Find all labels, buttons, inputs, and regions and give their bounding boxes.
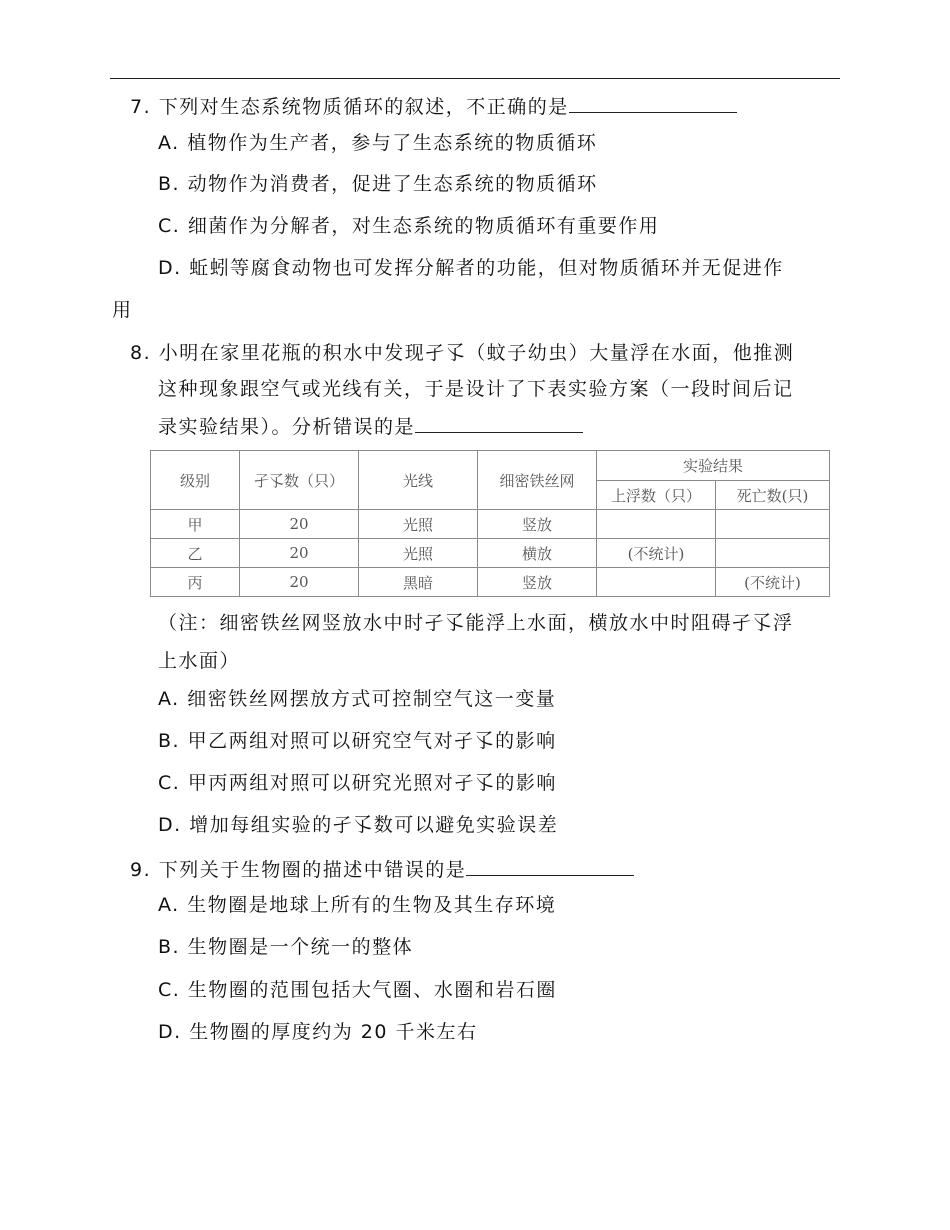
option-label: A. bbox=[158, 688, 180, 710]
q7-stem bbox=[130, 92, 737, 120]
table-cell bbox=[716, 510, 830, 539]
q8-stem-line-2: 这种现象跟空气或光线有关，于是设计了下表实验方案（一段时间后记 bbox=[158, 378, 794, 400]
option-label: D. bbox=[158, 814, 182, 836]
table-cell: 黑暗 bbox=[359, 568, 478, 597]
table-row bbox=[151, 510, 830, 539]
option-label: D. bbox=[158, 1021, 182, 1043]
option-text: 动物作为消费者，促进了生态系统的物质循环 bbox=[187, 173, 598, 195]
option-text: 生物圈的范围包括大气圈、水圈和岩石圈 bbox=[187, 979, 557, 1001]
option-text: 甲丙两组对照可以研究光照对孑孓的影响 bbox=[187, 772, 557, 794]
q8-number: 8. bbox=[130, 342, 152, 364]
table-cell: (不统计) bbox=[716, 568, 830, 597]
table-header-results: 实验结果 bbox=[597, 451, 830, 481]
table-cell bbox=[716, 539, 830, 568]
q8-note-line-1: （注：细密铁丝网竖放水中时孑孓能浮上水面，横放水中时阻碍孑孓浮 bbox=[158, 612, 794, 634]
option-label: B. bbox=[158, 173, 181, 195]
q7-option-a[interactable] bbox=[158, 130, 597, 156]
header-rule bbox=[110, 78, 840, 79]
table-subheader-dead: 死亡数(只) bbox=[716, 481, 830, 510]
option-label: B. bbox=[158, 936, 181, 958]
q8-option-b[interactable] bbox=[158, 728, 557, 754]
table-cell: 光照 bbox=[359, 510, 478, 539]
table-cell: 光照 bbox=[359, 539, 478, 568]
q7-option-d-wrap: 用 bbox=[112, 299, 133, 321]
table-header-light: 光线 bbox=[359, 451, 478, 510]
q7-option-b[interactable] bbox=[158, 171, 598, 197]
option-label: B. bbox=[158, 730, 181, 752]
table-header-mesh: 细密铁丝网 bbox=[478, 451, 597, 510]
table-row bbox=[151, 539, 830, 568]
q9-stem-text: 下列关于生物圈的描述中错误的是 bbox=[158, 859, 467, 881]
q8-option-d[interactable] bbox=[158, 812, 558, 838]
option-text: 植物作为生产者，参与了生态系统的物质循环 bbox=[187, 132, 598, 154]
table-cell: 20 bbox=[240, 568, 359, 597]
table-header-group: 级别 bbox=[151, 451, 240, 510]
option-label: D. bbox=[158, 257, 182, 279]
table-cell: 20 bbox=[240, 510, 359, 539]
option-text: 生物圈是地球上所有的生物及其生存环境 bbox=[187, 894, 557, 916]
table-cell: 甲 bbox=[151, 510, 240, 539]
q9-option-d[interactable] bbox=[158, 1019, 477, 1045]
q9-number: 9. bbox=[130, 859, 152, 881]
option-text: 生物圈的厚度约为 20 千米左右 bbox=[189, 1021, 478, 1043]
table-cell: 横放 bbox=[478, 539, 597, 568]
q8-option-c[interactable] bbox=[158, 770, 557, 796]
q9-option-a[interactable] bbox=[158, 892, 556, 918]
option-text: 蚯蚓等腐食动物也可发挥分解者的功能，但对物质循环并无促进作 bbox=[189, 257, 784, 279]
table-cell: (不统计) bbox=[597, 539, 716, 568]
option-text: 生物圈是一个统一的整体 bbox=[187, 936, 414, 958]
q9-stem bbox=[130, 855, 634, 883]
q8-stem-text: 小明在家里花瓶的积水中发现孑孓（蚊子幼虫）大量浮在水面，他推测 bbox=[158, 342, 795, 364]
table-cell: 竖放 bbox=[478, 568, 597, 597]
q7-stem-text: 下列对生态系统物质循环的叙述，不正确的是 bbox=[158, 96, 569, 118]
table-cell bbox=[597, 568, 716, 597]
q8-answer-blank[interactable] bbox=[415, 412, 583, 433]
q9-answer-blank[interactable] bbox=[466, 855, 634, 876]
option-text: 增加每组实验的孑孓数可以避免实验误差 bbox=[189, 814, 559, 836]
option-text: 细菌作为分解者，对生态系统的物质循环有重要作用 bbox=[187, 215, 660, 237]
q7-answer-blank[interactable] bbox=[569, 92, 737, 113]
option-label: C. bbox=[158, 772, 181, 794]
table-cell bbox=[597, 510, 716, 539]
table-cell: 竖放 bbox=[478, 510, 597, 539]
option-text: 细密铁丝网摆放方式可控制空气这一变量 bbox=[187, 688, 557, 710]
q8-stem-text: 录实验结果）。分析错误的是 bbox=[158, 416, 416, 438]
table-cell: 20 bbox=[240, 539, 359, 568]
q8-stem-line-1 bbox=[130, 340, 794, 366]
table-header-count: 孑孓数（只） bbox=[240, 451, 359, 510]
option-label: A. bbox=[158, 894, 180, 916]
q7-number: 7. bbox=[130, 96, 152, 118]
q9-option-b[interactable] bbox=[158, 934, 413, 960]
experiment-table bbox=[150, 450, 830, 597]
option-label: C. bbox=[158, 979, 181, 1001]
q7-option-d[interactable] bbox=[158, 255, 784, 281]
table-subheader-float: 上浮数（只） bbox=[597, 481, 716, 510]
table-cell: 丙 bbox=[151, 568, 240, 597]
q8-note-line-2: 上水面） bbox=[158, 650, 241, 672]
q8-option-a[interactable] bbox=[158, 686, 556, 712]
option-label: C. bbox=[158, 215, 181, 237]
table-row bbox=[151, 568, 830, 597]
q7-option-c[interactable] bbox=[158, 213, 659, 239]
option-label: A. bbox=[158, 132, 180, 154]
q8-stem-line-3 bbox=[158, 412, 583, 440]
table-cell: 乙 bbox=[151, 539, 240, 568]
q9-option-c[interactable] bbox=[158, 977, 557, 1003]
option-text: 甲乙两组对照可以研究空气对孑孓的影响 bbox=[187, 730, 557, 752]
